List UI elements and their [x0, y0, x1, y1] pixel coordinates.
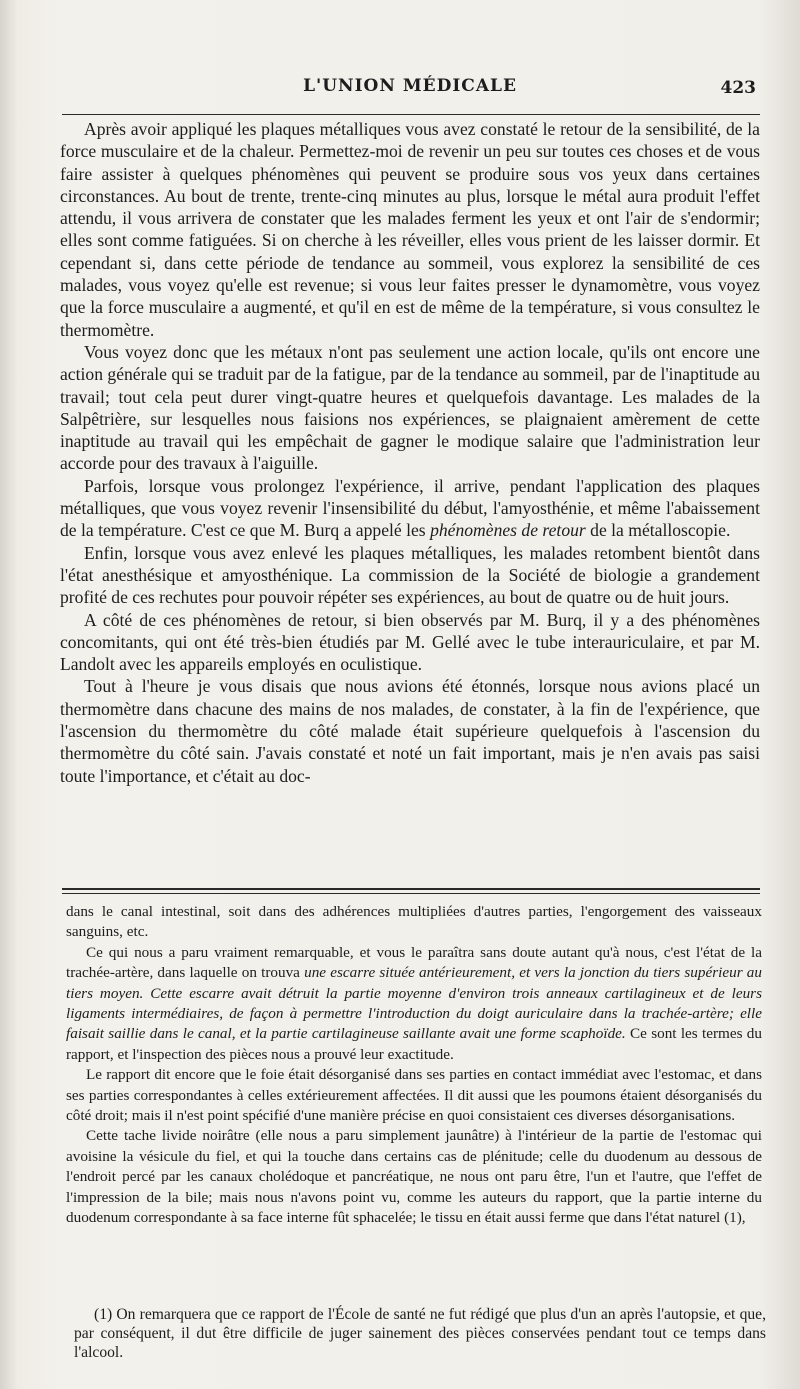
note-paragraph: Le rapport dit encore que le foie était désorganisé dans ses parties en contact immédiat avec l'estomac, et dans ses parties correspondantes à celles extérieurement affectées. Il dit aussi que les poumons étaient désorganisés du côté droit; mais il n'est point spécifié d'une manière précise en quoi consistaient ces diverses désorganisations.: [66, 1066, 762, 1125]
paragraph: Tout à l'heure je vous disais que nous avions été étonnés, lorsque nous avions placé un thermomètre dans chacune des mains de nos malades, de constater, à la fin de l'expérience, que l'ascension du thermomètre du côté malade était supérieure quelquefois à l'ascension du thermomètre du côté sain. J'avais constaté et noté un fait important, mais je n'en avais pas saisi toute l'importance, et c'était au doc-: [60, 676, 760, 786]
header-rule: [62, 114, 760, 115]
notes-rule-thin: [62, 893, 760, 894]
paragraph-text: de la métalloscopie.: [585, 520, 731, 541]
running-title: L'UNION MÉDICALE: [303, 76, 517, 96]
page-number: 423: [720, 78, 756, 98]
appended-notes: [66, 902, 762, 1229]
note-text: Ce sont les termes du rapport, et l'inspection des pièces nous a prouvé leur exactitude.: [66, 1025, 762, 1063]
note-paragraph: [66, 943, 762, 1065]
note-text: Ce qui nous a paru vraiment remarquable, et vous le paraîtra sans doute autant qu'à nous, c'est l'état de la trachée-artère, dans laquelle on trouva: [66, 943, 762, 982]
paragraph: A côté de ces phénomènes de retour, si bien observés par M. Burq, il y a des phénomènes concomitants, qui ont été très-bien étudiés par M. Gellé avec le tube interauriculaire, et par M. Landolt avec les appareils employés en oculistique.: [60, 609, 760, 675]
paragraph: Après avoir appliqué les plaques métalliques vous avez constaté le retour de la sensibilité, de la force musculaire et de la chaleur. Permettez-moi de revenir un peu sur toutes ces choses et de vous faire assister à quelques phénomènes qui peuvent se produire sous vos yeux dans certaines circonstances. Au bout de trente, trente-cinq minutes au plus, lorsque le métal aura produit l'effet attendu, il vous arrivera de constater que les malades ferment les yeux et ont l'air de s'endormir; elles sont comme fatiguées. Si on cherche à les réveiller, elles vous prient de les laisser dormir. Et cependant si, dans cette période de tendance au sommeil, vous explorez la sensibilité de ces malades, vous voyez qu'elle est revenue; si vous leur faites presser le dynamomètre, vous voyez que la force musculaire a augmenté, et qu'il en est de même de la température, si vous consultez le thermomètre.: [60, 119, 760, 340]
footnote: [74, 1305, 766, 1362]
main-text: [60, 118, 760, 787]
paragraph: Vous voyez donc que les métaux n'ont pas seulement une action locale, qu'ils ont encore une action générale qui se traduit par de la fatigue, par de la tendance au sommeil, par de l'inaptitude au travail; tout cela peut durer vingt-quatre heures et quelquefois davantage. Les malades de la Salpêtrière, sur lesquelles nous faisions nos expériences, se plaignaient amèrement de cette inaptitude au travail qui les empêchait de gagner le modique salaire que l'administration leur accorde pour des travaux à l'aiguille.: [60, 341, 760, 474]
paragraph: Enfin, lorsque vous avez enlevé les plaques métalliques, les malades retombent bientôt dans l'état anesthésique et amyosthénique. La commission de la Société de biologie a grandement profité de ces rechutes pour pouvoir répéter ses expériences, au bout de quatre ou de huit jours.: [60, 542, 760, 608]
note-paragraph: dans le canal intestinal, soit dans des adhérences multipliées d'autres parties, l'engorgement des vaisseaux sanguins, etc.: [66, 903, 762, 941]
paragraph-text: Parfois, lorsque vous prolongez l'expérience, il arrive, pendant l'application des plaques métalliques, que vous voyez revenir l'insensibilité du début, l'amyosthénie, et même l'abaissement de la température. C'est ce que M. Burq a appelé les: [60, 475, 760, 541]
note-paragraph: Cette tache livide noirâtre (elle nous a paru simplement jaunâtre) à l'intérieur de la partie de l'estomac qui avoisine la vésicule du fiel, et qui la touche dans certains cas de plénitude; celle du duodenum au dessous de l'endroit percé par les canaux cholédoque et pancréatique, ne nous ont paru être, l'un et l'autre, que l'effet de l'impression de la bile; mais nous n'avons point vu, comme les auteurs du rapport, que la partie interne du duodenum correspondante à sa face interne fût sphacelée; le tissu en était aussi ferme que dans l'état naturel (1),: [66, 1127, 762, 1227]
footnote-text: (1) On remarquera que ce rapport de l'École de santé ne fut rédigé que plus d'un an après l'autopsie, et que, par conséquent, il dut être difficile de juger sainement des pièces conservées pendant tout ce temps dans l'alcool.: [74, 1306, 766, 1361]
notes-rule: [62, 888, 760, 890]
page-header: [60, 72, 760, 102]
note-quote: une escarre située antérieurement, et vers la jonction du tiers supérieur au tiers moyen. Cette escarre avait détruit la partie moyenne d'environ trois anneaux cartilagineux et de leurs ligaments intermédiaires, de façon à permettre l'introduction du doigt auriculaire dans la trachée-artère; elle faisait saillie dans le canal, et la partie cartilagineuse saillante avait une forme scaphoïde.: [66, 964, 762, 1043]
paragraph: [60, 475, 760, 542]
italic-term: phénomènes de retour: [430, 520, 586, 541]
